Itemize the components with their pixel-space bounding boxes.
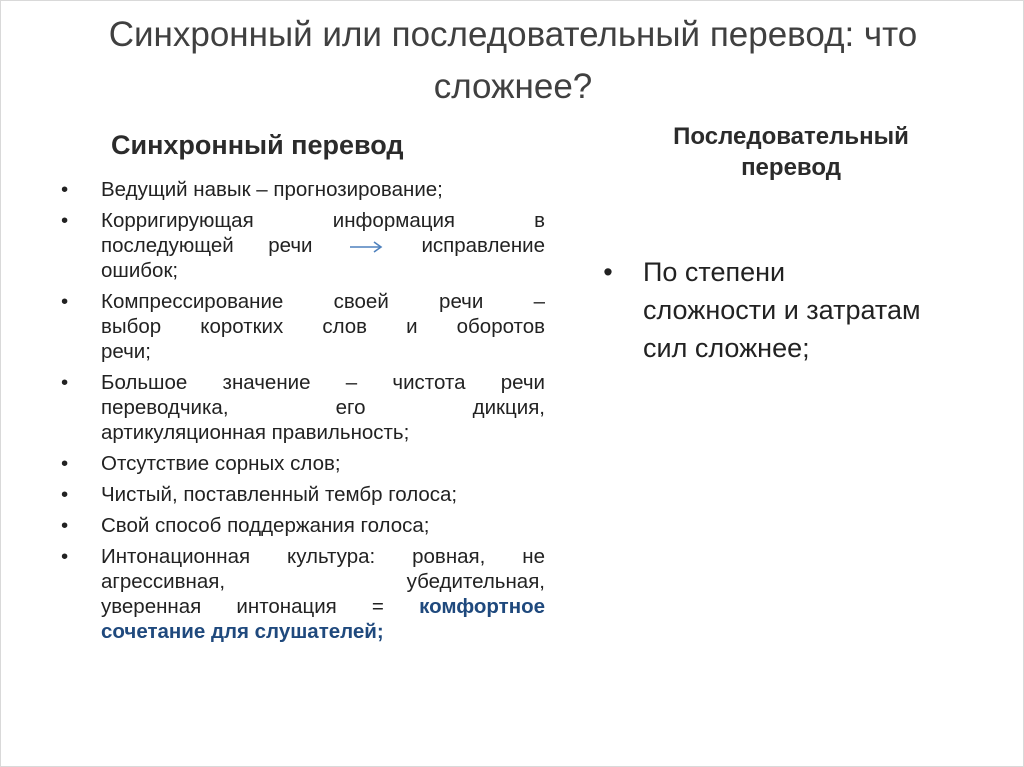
list-item-text: речи; <box>101 340 151 363</box>
list-item-text: Свой способ поддержания голоса; <box>101 514 430 537</box>
list-item <box>61 289 545 364</box>
list-item-text: переводчика, его дикция, <box>101 396 545 419</box>
list-item-text: Большое значение – чистота речи <box>101 371 545 394</box>
list-item <box>61 482 545 507</box>
bullet-icon: • <box>61 371 69 394</box>
bullet-icon: • <box>61 514 69 537</box>
list-item <box>601 253 981 367</box>
list-item <box>61 177 545 202</box>
list-item-text: уверенная интонация = <box>101 595 384 618</box>
list-item-text: Компрессирование своей речи – <box>101 290 545 313</box>
list-item-text: сил сложнее; <box>643 333 810 363</box>
bullet-icon: • <box>61 452 69 475</box>
bullet-icon: • <box>61 209 69 232</box>
list-item <box>61 370 545 445</box>
list-item-text: Ведущий навык – прогнозирование; <box>101 178 443 201</box>
list-item-text-row <box>101 233 545 258</box>
right-arrow-icon <box>349 240 385 254</box>
right-column-heading: Последовательный перевод <box>673 123 909 181</box>
list-item <box>61 208 545 283</box>
list-item-text: По степени <box>643 257 786 287</box>
list-item-text-row <box>101 594 545 619</box>
list-item-text: Чистый, поставленный тембр голоса; <box>101 483 458 506</box>
left-column-heading: Синхронный перевод <box>111 130 404 160</box>
accent-text: комфортное <box>419 595 546 618</box>
list-item <box>61 451 545 476</box>
list-item-text: ошибок; <box>101 259 179 282</box>
list-item <box>61 544 545 644</box>
bullet-icon: • <box>61 290 69 313</box>
bullet-icon: • <box>61 483 69 506</box>
left-bullet-list <box>61 177 545 650</box>
accent-text: сочетание для слушателей; <box>101 620 384 643</box>
bullet-icon: • <box>61 545 69 568</box>
list-item-text: агрессивная, убедительная, <box>101 570 545 593</box>
list-item-text: сложности и затратам <box>643 295 921 325</box>
list-item-text: Интонационная культура: ровная, не <box>101 545 545 568</box>
right-bullet-list <box>601 253 981 367</box>
list-item-text: Отсутствие сорных слов; <box>101 452 341 475</box>
list-item-text: артикуляционная правильность; <box>101 421 410 444</box>
slide-title: Синхронный или последовательный перевод: что сложнее? <box>108 15 918 106</box>
list-item-text: Корригирующая информация в <box>101 209 545 232</box>
bullet-icon: • <box>61 178 69 201</box>
bullet-icon: • <box>603 257 613 287</box>
list-item-text: исправление <box>421 234 545 257</box>
list-item <box>61 513 545 538</box>
list-item-text: выбор коротких слов и оборотов <box>101 315 545 338</box>
list-item-text: последующей речи <box>101 234 313 257</box>
